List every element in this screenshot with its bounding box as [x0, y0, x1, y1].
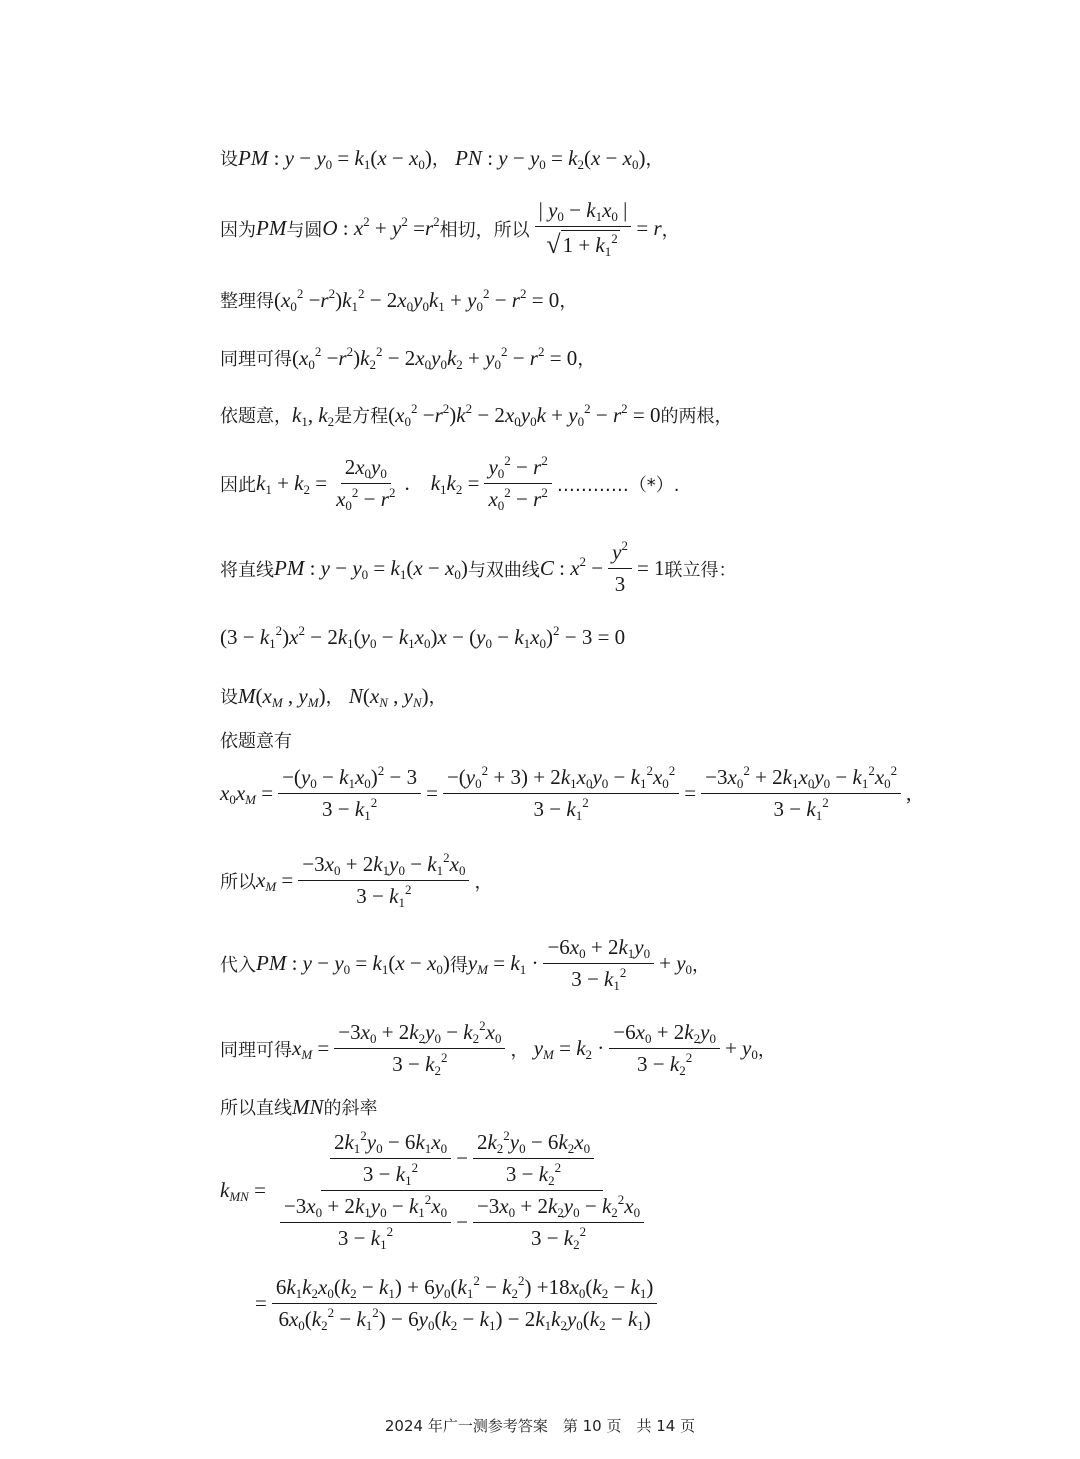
formula-product: $\frac{y_0^2 - r^2}{x_0^2 - r^2}$	[484, 455, 551, 512]
line-combined-equation	[220, 625, 625, 650]
formula-quad-k2: $(x_0^2 -r^2)k_2^2 - 2x_0y_0k_2 + y_0^2 - r^2 = 0$	[292, 343, 578, 372]
line-two-roots: 依题意， $k_1$, $k_2$ 是方程 $(x_0^2 -r^2)k^2 - 2x_0y_0k + y_0^2 - r^2 = 0$ 的两根，	[220, 400, 733, 429]
formula-hyperbola: C : $x^2$ −	[539, 554, 604, 580]
formula-combined: $(3 - k_1^2)x^2 - 2k_1(y_0 - k_1x_0)x - (y_0 - k_1x_0)^2 - 3 = 0$	[220, 623, 626, 651]
line-xm: 所以 $x_M$ = $\frac{-3x_0 + 2k_1y_0 - k_1^2x_0}{3 - k_1^2}$ ，	[220, 850, 493, 910]
line-set-pm-pn: 设 PM : $y - y_0 = k_1(x - x_0)$ ， PN : $y - y_0 = k_2(x - x_0)$ ，	[220, 145, 664, 172]
formula-kmn: $k_{MN}$ = $\frac{2k_1^2y_0 - 6k_1x_0}{3 - k_1^2}$ − $\frac{2k_2^2y_0 - 6k_2x_0}{3 - k_2^2}$ $\frac{-3x_0 + 2k_1y_0 - k_1^2x_0}{3 - k_1^2}$ − $\frac{-3x_0 + 2k_2y_0 - k_2^2x_0}{3 - k_2^2}$	[220, 1130, 658, 1251]
line-set-mn: 设 $M(x_M$ , $y_M$) ， $N(x_N$ , $y_N$) ，	[220, 683, 447, 710]
formula-roots-eq: $(x_0^2 -r^2)k^2 - 2x_0y_0k + y_0^2 - r^2 = 0$	[388, 400, 661, 429]
formula-circle: O : $x^2 + y^2 =r^2$	[322, 214, 440, 240]
formula-pn: PN : $y - y_0 = k_2(x - x_0)$	[455, 145, 646, 172]
page-footer: 2024 年广一测参考答案 第 10 页 共 14 页	[384, 1417, 696, 1435]
line-combine-hyperbola: 将直线 PM : $y - y_0 = k_1(x - x_0)$ 与双曲线 C : $x^2$ − $\frac{y^2}{3}$ = 1 联立得：	[220, 538, 737, 596]
line-tangent-condition: 因为 PM 与圆 O : $x^2 + y^2 =r^2$ 相切，所以 | $y_0 - k_1x_0$ | √ $1 + k_1^2$ = r ，	[220, 198, 680, 259]
line-vieta: 因此 $k_1 + k_2$ = $\frac{2x_0y_0}{x_0^2 - r^2}$ . $k_1k_2$ = $\frac{y_0^2 - r^2}{x_0^2 - r^2}$ …………（*）.	[220, 453, 680, 513]
line-quadratic-k1: 整理得 $(x_0^2 -r^2)k_1^2 - 2x_0y_0k_1 + y_0^2 - r^2 = 0$ ，	[220, 285, 578, 314]
formula-kmn-simplified: = $\frac{6k_1k_2x_0(k_2 - k_1) + 6y_0(k_1^2 - k_2^2) +18x_0(k_2 - k_1)}{6x_0(k_2^2 - k_1^2) - 6y_0(k_2 - k_1) - 2k_1k_2y_0(k_2 - k_1)}$	[255, 1275, 662, 1332]
line-x0-xm: $x_0x_M$ = $\frac{-(y_0 - k_1x_0)^2 - 3}{3 - k_1^2}$ = $\frac{-(y_0^2 + 3) + 2k_1x_0y_0 - k_1^2x_0^2}{3 - k_1^2}$ = $\frac{-3x_0^2 + 2k_1x_0y_0 - k_1^2x_0^2}{3 - k_1^2}$ ,	[220, 763, 912, 823]
line-ym: 代入 PM : $y - y_0 = k_1(x - x_0)$ 得 $y_M = k_1$ · $\frac{-6x_0 + 2k_1y_0}{3 - k_1^2}$ + $y_0$ ，	[220, 935, 711, 993]
formula-quad-k1: $(x_0^2 -r^2)k_1^2 - 2x_0y_0k_1 + y_0^2 - r^2 = 0$	[274, 285, 560, 314]
line-xn-yn: 同理可得 $x_M$ = $\frac{-3x_0 + 2k_2y_0 - k_2^2x_0}{3 - k_2^2}$ ， $y_M = k_2$ · $\frac{-6x_0 + 2k_2y_0}{3 - k_2^2}$ + $y_0$ ，	[220, 1018, 776, 1078]
formula-sum: $\frac{2x_0y_0}{x_0^2 - r^2}$	[336, 455, 396, 513]
line-slope-mn-label: 所以直线 MN 的斜率	[220, 1094, 378, 1119]
formula-distance: | $y_0 - k_1x_0$ | √ $1 + k_1^2$	[535, 198, 632, 259]
formula-pm: PM : $y - y_0 = k_1(x - x_0)$	[238, 145, 432, 172]
line-by-condition: 依题意有	[220, 731, 292, 752]
line-quadratic-k2: 同理可得 $(x_0^2 -r^2)k_2^2 - 2x_0y_0k_2 + y_0^2 - r^2 = 0$ ，	[220, 343, 596, 372]
